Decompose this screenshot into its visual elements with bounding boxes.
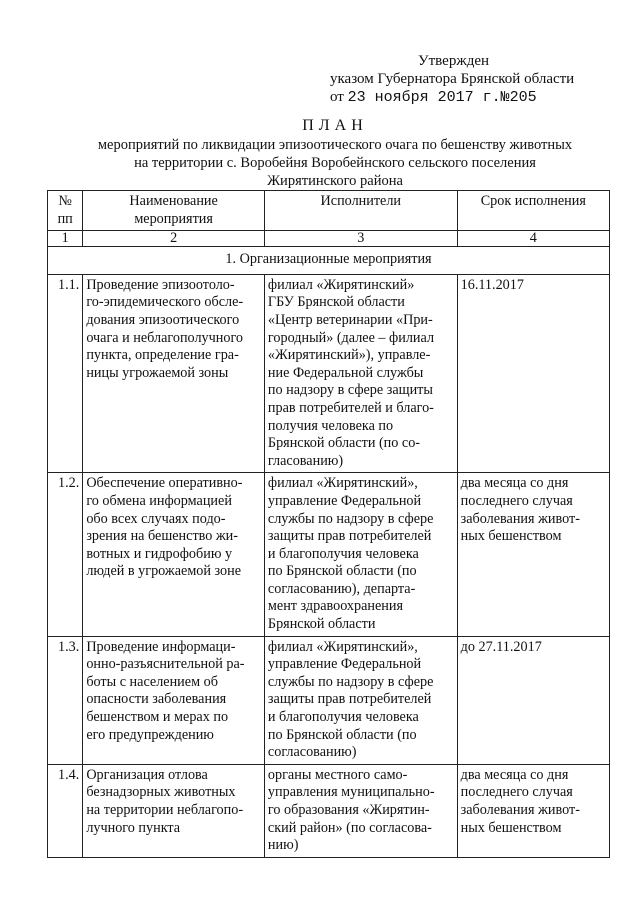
header-executors: Исполнители [264, 191, 457, 231]
column-number: 4 [457, 231, 609, 247]
deadline-line: заболевания живот- [460, 802, 580, 818]
deadline-line: последнего случая [460, 784, 573, 801]
executors-line: службы по надзору в сфере [267, 673, 434, 690]
activity-name-line: опасности заболевания [86, 691, 227, 708]
plan-title: ПЛАН [302, 117, 368, 134]
executors-line: органы местного само- [267, 766, 408, 783]
executors-line: ГБУ Брянской области [267, 294, 405, 311]
column-number: 1 [48, 231, 83, 247]
approval-title: Утвержден [418, 53, 490, 69]
executors-line: управления муниципально- [267, 784, 435, 801]
column-number: 3 [264, 231, 457, 247]
row-number: 1.4. [48, 764, 83, 857]
plan-subtitle-line-1: мероприятий по ликвидации эпизоотического очага по бешенству животных [97, 137, 573, 153]
executors-line: го образования «Жирятин- [267, 802, 430, 818]
table-row [48, 274, 610, 473]
activity-name-line: боты с населением об [86, 673, 218, 690]
deadline-cell [457, 636, 609, 764]
approval-date-value: 23 ноября 2017 г.№205 [347, 89, 537, 106]
activity-name-line: зрения на бешенство жи- [86, 528, 239, 545]
executors-line: гласованию) [267, 452, 344, 469]
plan-table [47, 190, 610, 858]
approval-date-prefix: от [330, 89, 344, 105]
executors-line: городный» (далее – филиал [267, 329, 435, 346]
deadline-line: заболевания живот- [460, 510, 580, 527]
activity-name-cell [83, 473, 265, 636]
executors-line: мент здравоохранения [267, 598, 404, 615]
row-number: 1.3. [48, 636, 83, 764]
executors-line: филиал «Жирятинский», [267, 638, 418, 655]
executors-line: Брянской области [267, 616, 376, 633]
activity-name-line: очага и неблагополучного [86, 329, 244, 346]
activity-name-line: вотных и гидрофобию у [86, 545, 233, 562]
document-heading [40, 116, 630, 190]
header-name: Наименование мероприятия [83, 191, 265, 231]
executors-line: службы по надзору в сфере [267, 510, 434, 527]
executors-line: и благополучия человека [267, 545, 419, 562]
executors-cell [264, 764, 457, 857]
executors-line: филиал «Жирятинский», [267, 475, 418, 492]
column-number-row [48, 231, 610, 247]
section-title: 1. Организационные мероприятия [48, 247, 610, 275]
section-row [48, 247, 610, 275]
activity-name-line: дования эпизоотического [86, 311, 240, 328]
row-number: 1.2. [48, 473, 83, 636]
activity-name-line: го обмена информацией [86, 492, 232, 509]
table-row [48, 764, 610, 857]
activity-name-line: ницы угрожаемой зоны [86, 364, 229, 381]
table-header-row [48, 191, 610, 231]
activity-name-line: безнадзорных животных [86, 784, 236, 801]
deadline-line: два месяца со дня [460, 766, 569, 783]
executors-line: защиты прав потребителей [267, 691, 432, 708]
table-row [48, 473, 610, 636]
activity-name-line: Обеспечение оперативно- [86, 475, 243, 492]
executors-line: управление Федеральной [267, 656, 422, 673]
column-number: 2 [83, 231, 265, 247]
activity-name-line: лучного пункта [86, 819, 181, 836]
plan-subtitle-line-2: на территории с. Воробейня Воробейнского сельского поселения [134, 155, 536, 171]
executors-line: нию) [267, 837, 299, 854]
header-num: № пп [48, 191, 83, 231]
activity-name-line: его предупреждению [86, 726, 214, 743]
executors-line: ние Федеральной службы [267, 364, 424, 381]
deadline-line: до 27.11.2017 [460, 638, 542, 655]
activity-name-line: Проведение информаци- [86, 638, 236, 655]
deadline-line: ных бешенством [460, 819, 562, 836]
executors-line: Брянской области (по со- [267, 435, 421, 452]
approval-block [330, 52, 620, 107]
activity-name-line: Проведение эпизоотоло- [86, 276, 235, 293]
deadline-cell [457, 274, 609, 473]
executors-line: и благополучия человека [267, 709, 419, 726]
activity-name-line: го-эпидемического обсле- [86, 294, 244, 311]
executors-line: управление Федеральной [267, 492, 422, 509]
plan-subtitle-line-3: Жирятинского района [267, 173, 403, 189]
approval-authority: указом Губернатора Брянской области [330, 71, 575, 87]
activity-name-line: обо всех случаях подо- [86, 510, 226, 527]
deadline-line: 16.11.2017 [460, 276, 524, 293]
executors-line: ский район» (по согласова- [267, 819, 432, 836]
table-row [48, 636, 610, 764]
executors-line: филиал «Жирятинский» [267, 276, 415, 293]
executors-cell [264, 636, 457, 764]
executors-cell [264, 473, 457, 636]
approval-date [330, 88, 620, 107]
deadline-cell [457, 764, 609, 857]
executors-line: согласованию), департа- [267, 580, 416, 597]
executors-line: «Жирятинский»), управле- [267, 347, 431, 364]
activity-name-line: бешенством и мерах по [86, 709, 229, 726]
activity-name-cell [83, 764, 265, 857]
activity-name-line: пункта, определение гра- [86, 347, 239, 364]
executors-line: по Брянской области (по [267, 563, 417, 580]
header-deadline: Срок исполнения [457, 191, 609, 231]
activity-name-line: на территории неблагопо- [86, 802, 244, 818]
executors-line: «Центр ветеринарии «При- [267, 311, 433, 328]
deadline-line: ных бешенством [460, 528, 562, 545]
executors-cell [264, 274, 457, 473]
executors-line: защиты прав потребителей [267, 528, 432, 545]
deadline-line: последнего случая [460, 492, 573, 509]
executors-line: согласованию) [267, 744, 357, 761]
activity-name-cell [83, 274, 265, 473]
deadline-line: два месяца со дня [460, 475, 569, 492]
activity-name-line: Организация отлова [86, 766, 208, 783]
deadline-cell [457, 473, 609, 636]
executors-line: по надзору в сфере защиты [267, 382, 433, 399]
executors-line: по Брянской области (по [267, 726, 417, 743]
executors-line: прав потребителей и благо- [267, 399, 434, 416]
row-number: 1.1. [48, 274, 83, 473]
table-body [48, 274, 610, 857]
activity-name-line: онно-разъяснительной ра- [86, 656, 245, 673]
activity-name-line: людей в угрожаемой зоне [86, 563, 242, 580]
executors-line: получия человека по [267, 417, 394, 434]
activity-name-cell [83, 636, 265, 764]
